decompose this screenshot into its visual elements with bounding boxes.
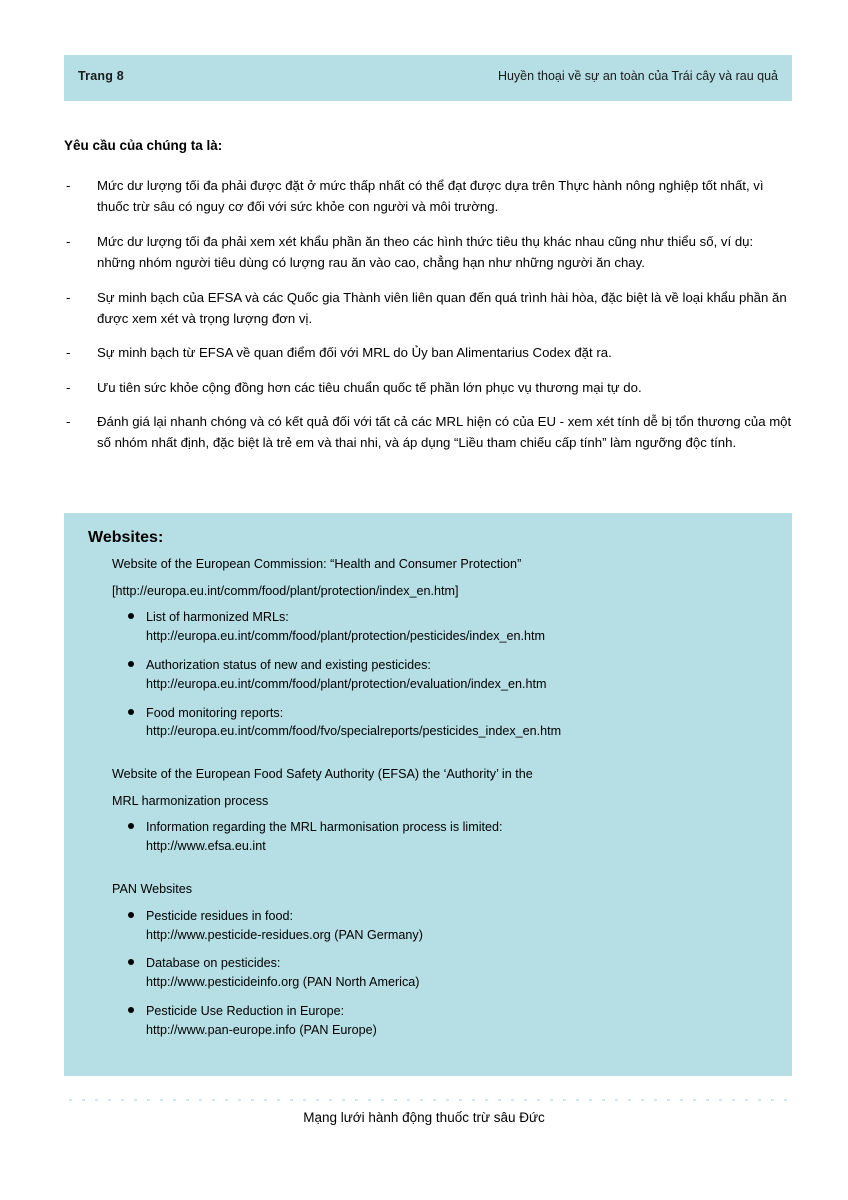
dash-marker: - — [66, 178, 71, 193]
footer-divider — [64, 1098, 792, 1102]
link-label: Database on pesticides: — [146, 956, 281, 971]
footer-text: Mạng lưới hành động thuốc trừ sâu Đức — [303, 1110, 545, 1125]
page-number-label: Trang 8 — [78, 69, 124, 83]
link-label: Authorization status of new and existing pesticides: — [146, 657, 431, 672]
bullet-icon — [128, 959, 134, 965]
dash-marker: - — [66, 414, 71, 429]
page-header — [64, 55, 792, 101]
list-item — [112, 656, 772, 694]
main-content — [64, 138, 792, 467]
websites-box — [64, 513, 792, 1076]
link-label: Pesticide residues in food: — [146, 908, 294, 923]
efsa-links-list — [112, 818, 772, 856]
link-url[interactable]: http://www.pan-europe.info (PAN Europe) — [146, 1023, 377, 1038]
dash-marker: - — [66, 289, 71, 305]
bullet-icon — [128, 709, 134, 715]
link-url[interactable]: http://europa.eu.int/comm/food/plant/protection/pesticides/index_en.htm — [146, 628, 546, 643]
websites-heading: Websites: — [88, 529, 164, 546]
list-item-text: Mức dư lượng tối đa phải được đặt ở mức thấp nhất có thể đạt được dựa trên Thực hành nông nghiệp tốt nhất, vì thuốc trừ sâu có nguy cơ đối với sức khỏe con người và môi trường. — [97, 178, 764, 215]
demands-list — [64, 175, 792, 454]
bullet-icon — [128, 912, 134, 918]
list-item-text: Ưu tiên sức khỏe cộng đồng hơn các tiêu chuẩn quốc tế phần lớn phục vụ thương mại tự do. — [97, 379, 642, 395]
list-item — [112, 907, 772, 945]
list-item-text: Sự minh bạch từ EFSA về quan điểm đối với MRL do Ủy ban Alimentarius Codex đặt ra. — [97, 345, 612, 361]
link-url[interactable]: http://europa.eu.int/comm/food/fvo/specialreports/pesticides_index_en.htm — [146, 724, 562, 739]
efsa-website-line2: MRL harmonization process — [112, 793, 269, 808]
list-item — [112, 704, 772, 742]
link-url[interactable]: http://www.efsa.eu.int — [146, 839, 266, 854]
ec-links-list — [112, 608, 772, 741]
list-item — [112, 818, 772, 856]
link-url[interactable]: http://www.pesticide-residues.org (PAN Germany) — [146, 927, 423, 942]
spacer — [112, 866, 772, 880]
dash-marker: - — [66, 233, 71, 249]
pan-websites-heading: PAN Websites — [112, 882, 193, 897]
pan-links-list — [112, 907, 772, 1040]
websites-content — [112, 555, 772, 1050]
link-url[interactable]: http://europa.eu.int/comm/food/plant/protection/evaluation/index_en.htm — [146, 676, 547, 691]
link-label: Pesticide Use Reduction in Europe: — [146, 1004, 345, 1019]
list-item-text: Sự minh bạch của EFSA và các Quốc gia Thành viên liên quan đến quá trình hài hòa, đặc biệt là về loại khẩu phần ăn được xem xét và trọng lượng đơn vị. — [97, 289, 787, 326]
list-item — [112, 954, 772, 992]
list-item — [64, 377, 792, 398]
list-item — [64, 342, 792, 363]
dash-marker: - — [66, 345, 71, 361]
list-item-text: Mức dư lượng tối đa phải xem xét khẩu phần ăn theo các hình thức tiêu thụ khác nhau cũng như thiểu số, ví dụ: những nhóm người tiêu dùng có lượng rau ăn vào cao, chẳng hạn như những người ăn chay. — [97, 233, 754, 271]
bullet-icon — [128, 661, 134, 667]
link-label: Food monitoring reports: — [146, 705, 284, 720]
list-item-text: Đánh giá lại nhanh chóng và có kết quả đối với tất cả các MRL hiện có của EU - xem xét tính dễ bị tổn thương của một số nhóm nhất định, đặc biệt là trẻ em và thai nhi, và áp dụng “Liều tham chiếu cấp tính” làm ngưỡng độc tính. — [97, 414, 792, 451]
bullet-icon — [128, 1007, 134, 1013]
list-item — [64, 411, 792, 454]
list-item — [112, 608, 772, 646]
link-label: List of harmonized MRLs: — [146, 610, 289, 625]
link-label: Information regarding the MRL harmonisation process is limited: — [146, 820, 503, 835]
list-item — [64, 287, 792, 330]
list-item — [112, 1002, 772, 1040]
list-item — [64, 175, 792, 218]
list-item — [64, 231, 792, 274]
ec-website-line1: Website of the European Commission: “Health and Consumer Protection” — [112, 557, 522, 571]
ec-website-line2: [http://europa.eu.int/comm/food/plant/protection/index_en.htm] — [112, 583, 459, 598]
bullet-icon — [128, 823, 134, 829]
link-url[interactable]: http://www.pesticideinfo.org (PAN North America) — [146, 975, 420, 990]
efsa-website-line1: Website of the European Food Safety Authority (EFSA) the ‘Authority’ in the — [112, 767, 533, 782]
section-heading: Yêu cầu của chúng ta là: — [64, 138, 223, 153]
document-title: Huyền thoại về sự an toàn của Trái cây và rau quả — [497, 69, 778, 83]
dash-marker: - — [66, 379, 71, 395]
spacer — [112, 751, 772, 765]
bullet-icon — [128, 613, 134, 619]
